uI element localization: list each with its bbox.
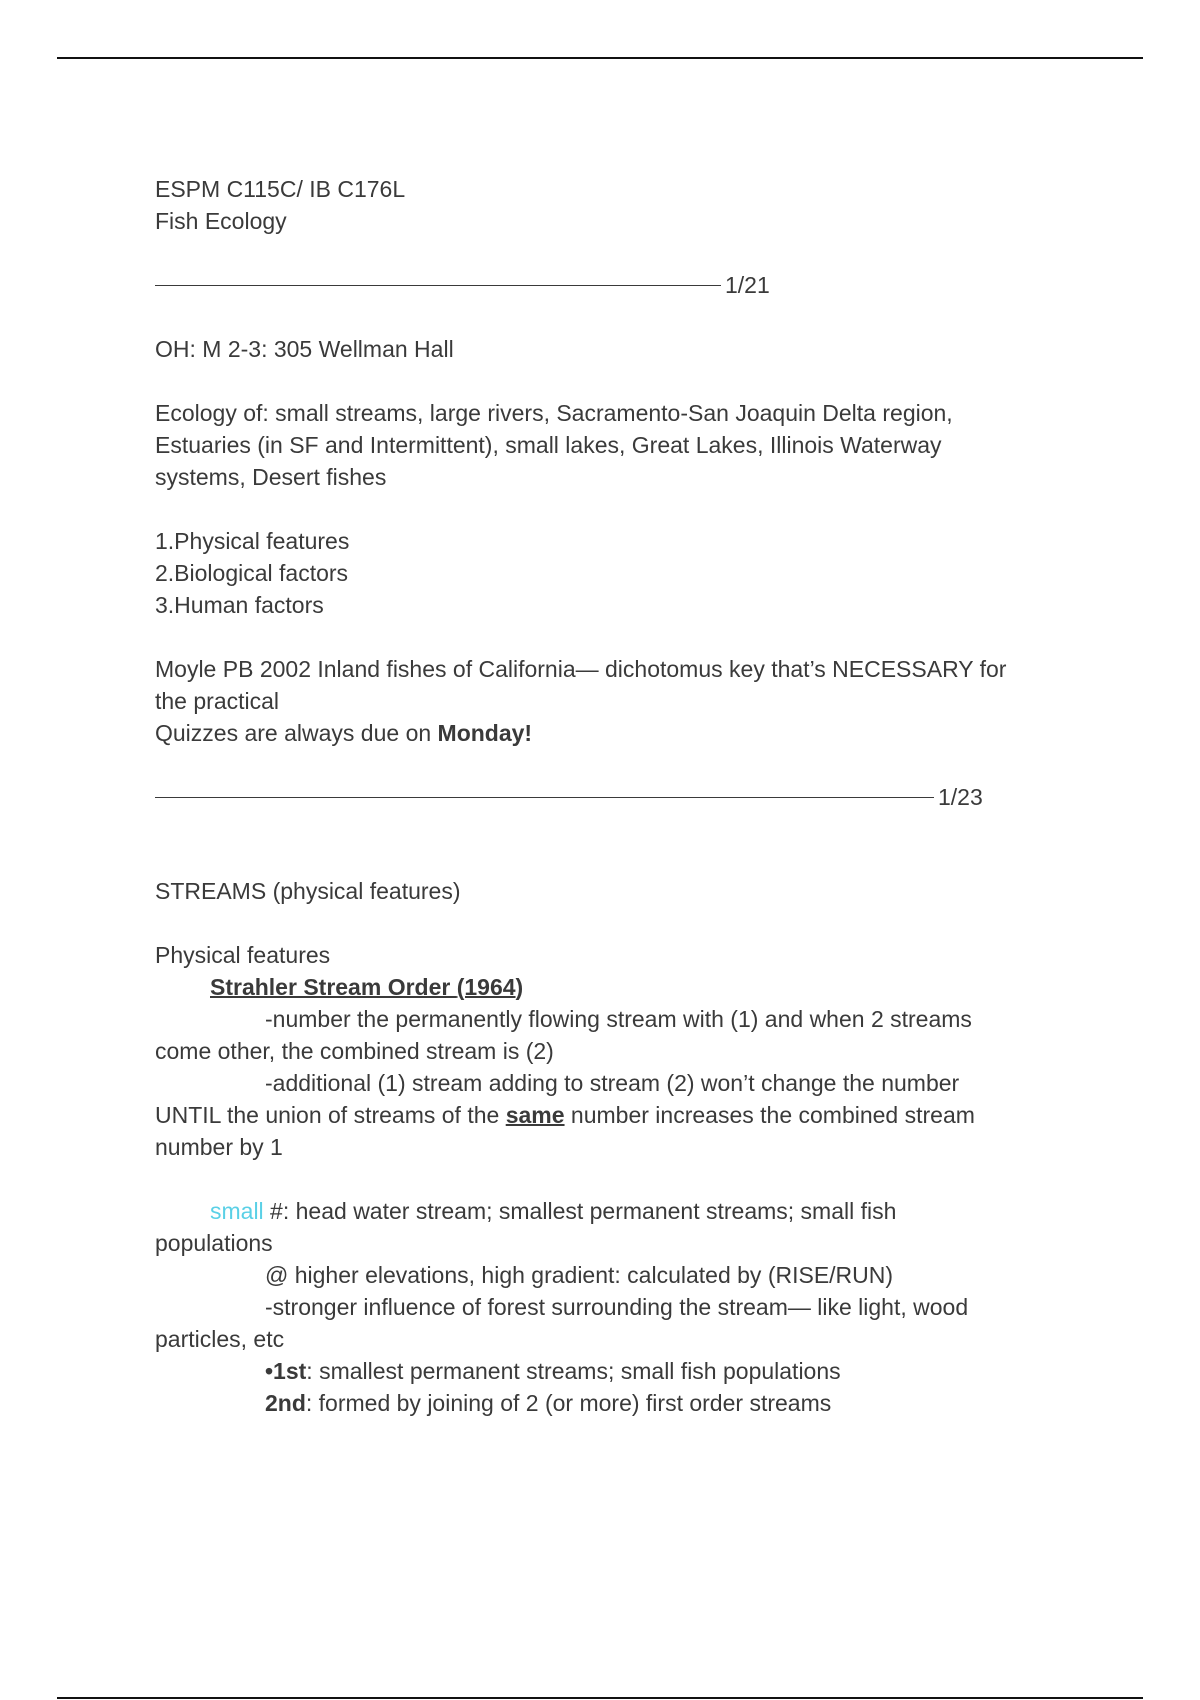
same-emphasis: same: [505, 1102, 565, 1128]
top-border-rule: [57, 57, 1143, 59]
strahler-title: Strahler Stream Order (1964): [210, 974, 524, 1000]
date-separator-1: [155, 269, 1095, 301]
elevation-note: @ higher elevations, high gradient: calculated by (RISE/RUN): [265, 1262, 894, 1288]
session-date: 1/23: [938, 784, 983, 810]
moyle-reference: the practical: [155, 688, 280, 714]
quiz-note: Quizzes are always due on Monday!: [155, 720, 533, 746]
topic-heading: STREAMS (physical features): [155, 878, 461, 904]
first-order: •1st: smallest permanent streams; small fish populations: [265, 1358, 841, 1384]
rule-2: -additional (1) stream adding to stream (2) won’t change the number: [265, 1070, 960, 1096]
notes-body: [155, 173, 1095, 1419]
subheading: Physical features: [155, 942, 331, 968]
separator-line: [155, 797, 934, 798]
course-code: ESPM C115C/ IB C176L: [155, 176, 406, 202]
small-highlight: small: [210, 1198, 264, 1224]
session-date: 1/21: [725, 272, 770, 298]
forest-note: -stronger influence of forest surrounding the stream— like light, wood: [265, 1294, 969, 1320]
list-item: 1.Physical features: [155, 528, 350, 554]
small-streams: small #: head water stream; smallest permanent streams; small fish: [210, 1198, 897, 1224]
date-separator-2: [155, 781, 1095, 813]
small-streams-cont: populations: [155, 1230, 273, 1256]
rule-1: -number the permanently flowing stream with (1) and when 2 streams: [265, 1006, 972, 1032]
ecology-line: Ecology of: small streams, large rivers, Sacramento-San Joaquin Delta region,: [155, 400, 953, 426]
rule-2-cont: UNTIL the union of streams of the same number increases the combined stream: [155, 1102, 975, 1128]
list-item: 2.Biological factors: [155, 560, 349, 586]
office-hours: OH: M 2-3: 305 Wellman Hall: [155, 336, 454, 362]
quiz-day: Monday!: [437, 720, 533, 746]
ecology-line: Estuaries (in SF and Intermittent), small lakes, Great Lakes, Illinois Waterway: [155, 432, 942, 458]
course-name: Fish Ecology: [155, 208, 287, 234]
ecology-line: systems, Desert fishes: [155, 464, 387, 490]
moyle-reference: Moyle PB 2002 Inland fishes of California— dichotomus key that’s NECESSARY for: [155, 656, 1007, 682]
separator-line: [155, 285, 721, 286]
rule-2-end: number by 1: [155, 1134, 283, 1160]
list-item: 3.Human factors: [155, 592, 324, 618]
forest-note-cont: particles, etc: [155, 1326, 285, 1352]
bottom-border-rule: [57, 1697, 1143, 1699]
second-order: 2nd: formed by joining of 2 (or more) first order streams: [265, 1390, 832, 1416]
rule-1-cont: come other, the combined stream is (2): [155, 1038, 554, 1064]
